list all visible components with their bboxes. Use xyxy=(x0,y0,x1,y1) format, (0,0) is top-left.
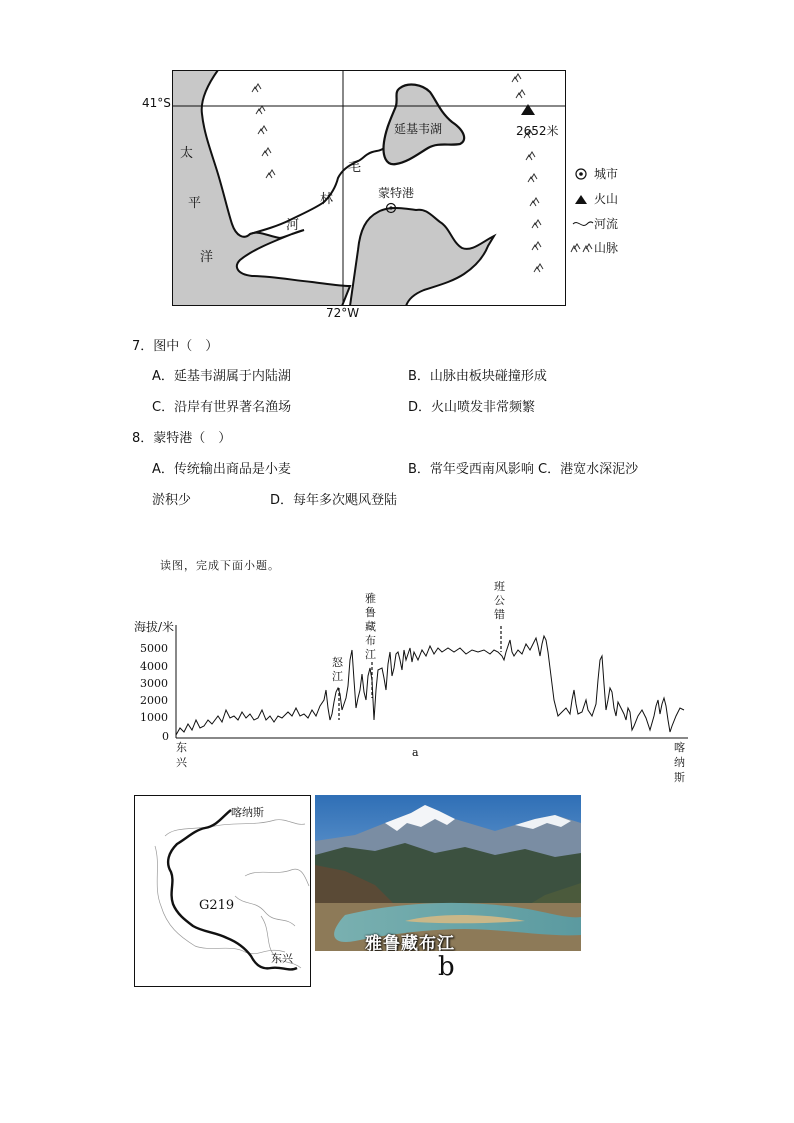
river-icon xyxy=(572,218,594,230)
mountain-symbol xyxy=(532,242,541,250)
ocean-label-3: 洋 xyxy=(200,250,214,265)
question-8-option-bc[interactable]: B．常年受西南风影响 C．港宽水深泥沙 xyxy=(408,462,639,477)
legend-mountain-label: 山脉 xyxy=(594,241,619,255)
city-icon xyxy=(574,167,588,181)
question-8-option-c-continued: 淤积少 xyxy=(152,493,192,508)
question-7-option-a[interactable]: A．延基韦湖属于内陆湖 xyxy=(152,369,291,384)
y-axis-label: 海拔/米 xyxy=(134,620,175,634)
mountain-symbol xyxy=(528,174,537,182)
mountain-symbol xyxy=(526,152,535,160)
question-7-option-c[interactable]: C．沿岸有世界著名渔场 xyxy=(152,400,292,415)
profile-start-label: 东 兴 xyxy=(176,741,187,769)
mountain-symbol xyxy=(266,170,275,178)
legend-river-label: 河流 xyxy=(594,217,619,231)
legend-mountain xyxy=(570,238,652,258)
legend-volcano-label: 火山 xyxy=(594,192,619,206)
volcano-icon xyxy=(574,193,588,205)
question-7-stem: 7．图中（ ） xyxy=(132,339,219,354)
city-label: 蒙特港 xyxy=(378,186,415,200)
elevation-line xyxy=(176,636,684,735)
south-america-map xyxy=(172,70,566,306)
mountain-symbol xyxy=(512,74,521,82)
y-tick-4000: 4000 xyxy=(140,660,168,673)
annotation-yarlung: 雅 鲁 藏 布 江 xyxy=(365,592,376,661)
question-8-option-a[interactable]: A．传统输出商品是小麦 xyxy=(152,462,291,477)
yarlung-photo xyxy=(315,795,581,951)
profile-center-label: a xyxy=(412,746,419,759)
route-bottom-label: 东兴 xyxy=(271,952,293,965)
mountain-symbol xyxy=(258,126,267,134)
longitude-label: 72°W xyxy=(326,306,360,320)
y-tick-5000: 5000 xyxy=(140,642,168,655)
landscape-picture xyxy=(315,795,581,951)
mountain-icon xyxy=(570,242,594,254)
annotation-nujiang: 怒 江 xyxy=(332,656,343,683)
mainland-shape xyxy=(350,208,494,306)
route-label-g219: G219 xyxy=(199,898,235,913)
legend-city xyxy=(572,164,652,184)
legend-city-label: 城市 xyxy=(594,167,619,181)
elevation-profile xyxy=(132,580,692,790)
lake-label: 延基韦湖 xyxy=(394,122,443,136)
g219-route-line xyxy=(168,810,297,969)
mountain-symbol xyxy=(262,148,271,156)
ocean-label-1: 太 xyxy=(180,146,194,161)
mountain-range-west xyxy=(252,84,275,178)
question-8-option-d[interactable]: D．每年多次飓风登陆 xyxy=(270,493,398,508)
question-8-stem: 8．蒙特港（ ） xyxy=(132,431,232,446)
mountain-symbol xyxy=(530,198,539,206)
river-label-1: 河 xyxy=(286,218,300,233)
ocean-label-2: 平 xyxy=(188,196,202,211)
mountain-symbol xyxy=(252,84,261,92)
instruction-text: 读图，完成下面小题。 xyxy=(160,559,280,572)
mountain-symbol xyxy=(534,264,543,272)
latitude-label: 41°S xyxy=(142,96,171,110)
route-map xyxy=(134,795,311,987)
legend-river xyxy=(572,214,652,234)
volcano-elevation-label: 2652米 xyxy=(516,124,559,138)
question-7-option-d[interactable]: D．火山喷发非常频繁 xyxy=(408,400,536,415)
mountain-range-east xyxy=(512,74,543,272)
profile-end-label: 喀 纳 斯 xyxy=(674,741,685,784)
annotation-bangong: 班 公 错 xyxy=(494,580,505,621)
river-line xyxy=(250,148,384,234)
mountain-symbol xyxy=(516,90,525,98)
y-tick-0: 0 xyxy=(162,730,169,743)
figure-b-label: b xyxy=(438,952,455,982)
river-label-2: 林 xyxy=(320,192,334,207)
y-tick-3000: 3000 xyxy=(140,677,168,690)
route-top-label: 喀纳斯 xyxy=(231,806,264,819)
photo-caption: 雅鲁藏布江 xyxy=(365,934,455,951)
mountain-symbol xyxy=(256,106,265,114)
question-7-option-b[interactable]: B．山脉由板块碰撞形成 xyxy=(408,369,547,384)
mountain-symbol xyxy=(532,220,541,228)
map-graphic xyxy=(172,70,566,306)
legend-volcano xyxy=(572,189,652,209)
y-tick-2000: 2000 xyxy=(140,694,168,707)
y-tick-1000: 1000 xyxy=(140,711,168,724)
river-label-3: 毛 xyxy=(348,160,362,175)
